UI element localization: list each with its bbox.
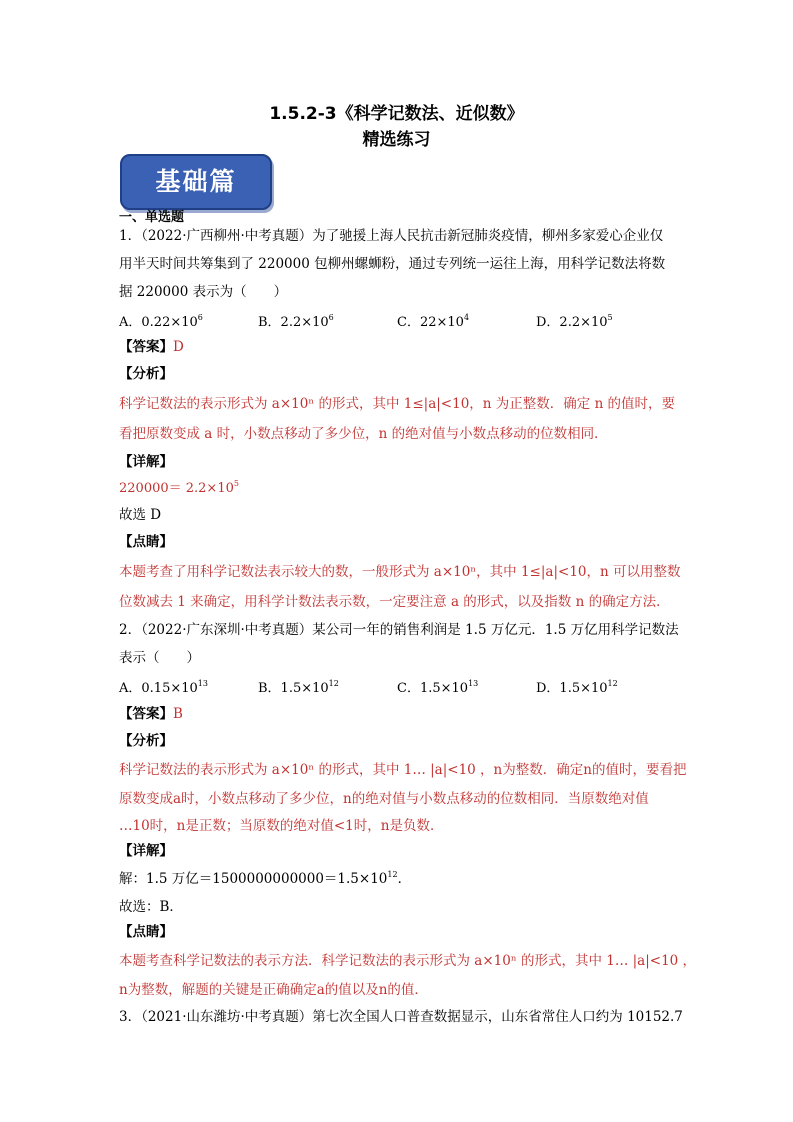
q2-comment-line1: 本题考查科学记数法的表示方法．科学记数法的表示形式为 a×10ⁿ 的形式，其中 1… |a|<10 ， bbox=[119, 953, 697, 969]
q1-option-a: A．$0.22\times 10^6$ bbox=[119, 313, 203, 330]
q2-option-d: D．$1.5\times 10^{12}$ bbox=[536, 679, 618, 696]
document-title: 1.5.2-3《科学记数法、近似数》 bbox=[269, 104, 524, 124]
q1-detail-line1: $220000= 2.2\times 10^5$ bbox=[119, 479, 239, 496]
q2-detail-label: 【详解】 bbox=[119, 843, 173, 859]
section-badge: 基础篇 bbox=[120, 154, 272, 210]
q2-analysis-line2: 原数变成a时，小数点移动了多少位，n的绝对值与小数点移动的位数相同．当原数绝对值 bbox=[119, 791, 649, 807]
q1-comment-label: 【点睛】 bbox=[119, 534, 173, 550]
q1-stem-line3: 据 220000 表示为（ ） bbox=[119, 284, 288, 300]
q1-analysis-label: 【分析】 bbox=[119, 366, 173, 382]
q2-analysis-label: 【分析】 bbox=[119, 733, 173, 749]
q3-stem-line1: 3．（2021·山东潍坊·中考真题）第七次全国人口普查数据显示，山东省常住人口约为 10152.7 bbox=[119, 1009, 683, 1025]
q2-comment-line2: n为整数，解题的关键是正确确定a的值以及n的值． bbox=[119, 982, 428, 998]
q1-answer: 【答案】D bbox=[119, 339, 184, 355]
q2-analysis-line3: …10时，n是正数；当原数的绝对值<1时，n是负数． bbox=[119, 818, 444, 834]
q2-analysis-line1: 科学记数法的表示形式为 a×10ⁿ 的形式，其中 1… |a|<10 ，n为整数．确定n的值时，要看把 bbox=[119, 762, 687, 778]
q2-stem-line2: 表示（ ） bbox=[119, 650, 200, 666]
q1-comment-line2: 位数减去 1 来确定，用科学计数法表示数，一定要注意 a 的形式，以及指数 n 的确定方法． bbox=[119, 594, 670, 610]
q2-option-c: C．$1.5\times 10^{13}$ bbox=[397, 679, 479, 696]
q2-detail-line2: 故选：B． bbox=[119, 899, 183, 915]
q1-analysis-line2: 看把原数变成 a 时，小数点移动了多少位，n 的绝对值与小数点移动的位数相同． bbox=[119, 426, 608, 442]
q2-comment-label: 【点睛】 bbox=[119, 924, 173, 940]
q1-detail-label: 【详解】 bbox=[119, 454, 173, 470]
q2-option-a: A．$0.15\times 10^{13}$ bbox=[119, 679, 208, 696]
q2-stem-line1: 2．（2022·广东深圳·中考真题）某公司一年的销售利润是 1.5 万亿元．1.5 万亿用科学记数法 bbox=[119, 622, 679, 638]
q1-option-b: B．$2.2\times 10^6$ bbox=[258, 313, 334, 330]
q1-option-c: C．$22\times 10^4$ bbox=[397, 313, 470, 330]
q1-stem-line2: 用半天时间共筹集到了 220000 包柳州螺蛳粉，通过专列统一运往上海，用科学记数法将数 bbox=[119, 256, 666, 272]
q1-stem-line1: 1．（2022·广西柳州·中考真题）为了驰援上海人民抗击新冠肺炎疫情，柳州多家爱心企业仅 bbox=[119, 228, 664, 244]
q1-option-d: D．$2.2\times 10^5$ bbox=[536, 313, 613, 330]
document-subtitle: 精选练习 bbox=[362, 130, 431, 150]
q1-analysis-line1: 科学记数法的表示形式为 a×10ⁿ 的形式，其中 1≤|a|<10，n 为正整数．确定 n 的值时，要 bbox=[119, 396, 676, 412]
section-heading: 一、单选题 bbox=[119, 210, 185, 225]
q1-detail-line2: 故选 D bbox=[119, 507, 162, 523]
q2-option-b: B．$1.5\times 10^{12}$ bbox=[258, 679, 339, 696]
q2-answer: 【答案】B bbox=[119, 706, 183, 722]
q1-comment-line1: 本题考查了用科学记数法表示较大的数，一般形式为 a×10ⁿ，其中 1≤|a|<10，n 可以用整数 bbox=[119, 564, 681, 580]
q2-detail-line1: 解：1.5 万亿$=1500000000000=1.5\times 10^{12}$． bbox=[119, 870, 412, 887]
